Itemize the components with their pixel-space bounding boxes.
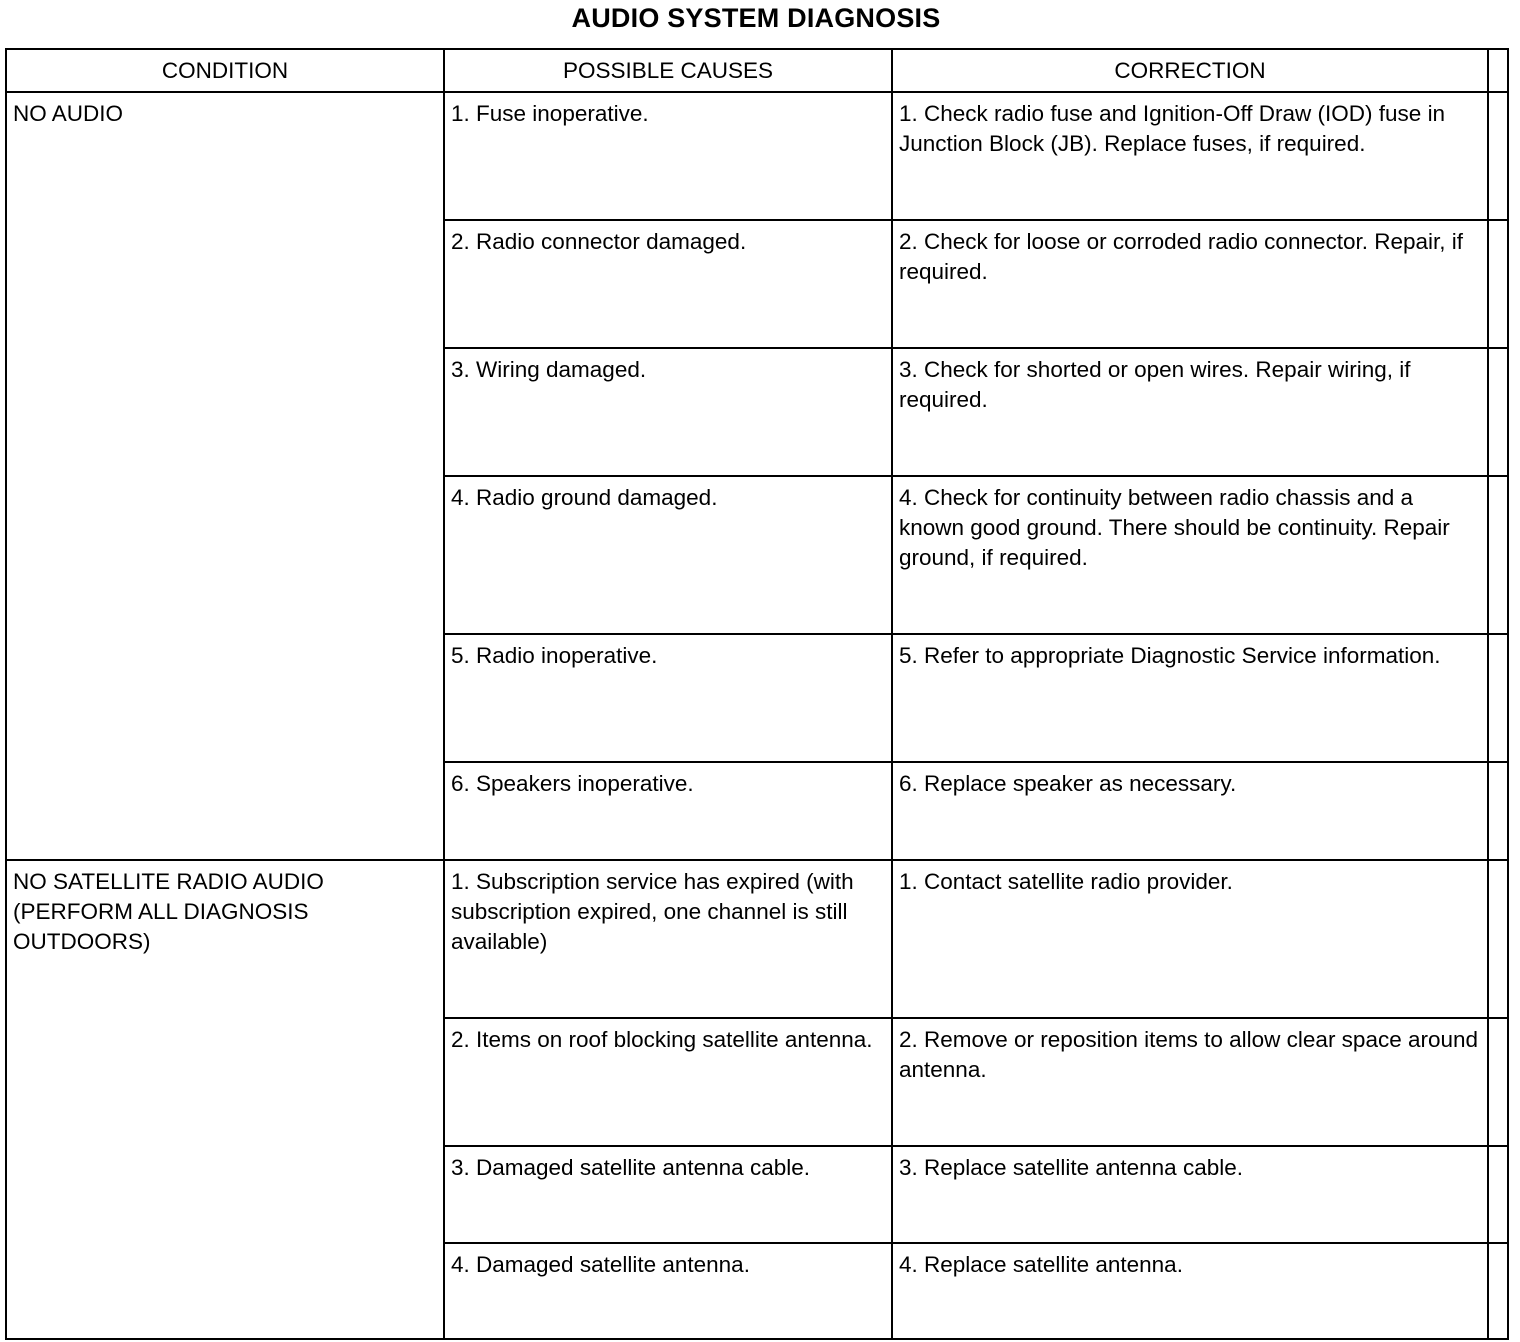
spare-cell (1488, 348, 1508, 476)
cause-cell: 3. Wiring damaged. (444, 348, 892, 476)
spare-column-header (1488, 49, 1508, 92)
spare-cell (1488, 1243, 1508, 1339)
cause-cell: 6. Speakers inoperative. (444, 762, 892, 860)
spare-cell (1488, 220, 1508, 348)
column-header-possible-causes: POSSIBLE CAUSES (444, 49, 892, 92)
correction-cell: 3. Replace satellite antenna cable. (892, 1146, 1488, 1243)
spare-cell (1488, 634, 1508, 762)
spare-cell (1488, 860, 1508, 1018)
correction-cell: 1. Check radio fuse and Ignition-Off Draw (IOD) fuse in Junction Block (JB). Replace fuses, if required. (892, 92, 1488, 220)
spare-cell (1488, 1146, 1508, 1243)
spare-cell (1488, 92, 1508, 220)
cause-cell: 2. Radio connector damaged. (444, 220, 892, 348)
cause-cell: 1. Fuse inoperative. (444, 92, 892, 220)
correction-cell: 4. Replace satellite antenna. (892, 1243, 1488, 1339)
correction-cell: 3. Check for shorted or open wires. Repair wiring, if required. (892, 348, 1488, 476)
table-header-row (6, 49, 1508, 92)
table-row (6, 860, 1508, 1018)
condition-cell: NO SATELLITE RADIO AUDIO (PERFORM ALL DIAGNOSIS OUTDOORS) (6, 860, 444, 1339)
correction-cell: 1. Contact satellite radio provider. (892, 860, 1488, 1018)
cause-cell: 1. Subscription service has expired (with subscription expired, one channel is still available) (444, 860, 892, 1018)
cause-cell: 3. Damaged satellite antenna cable. (444, 1146, 892, 1243)
condition-cell: NO AUDIO (6, 92, 444, 860)
diagnosis-table (5, 48, 1509, 1340)
spare-cell (1488, 476, 1508, 634)
column-header-condition: CONDITION (6, 49, 444, 92)
spare-cell (1488, 1018, 1508, 1146)
correction-cell: 6. Replace speaker as necessary. (892, 762, 1488, 860)
correction-cell: 2. Check for loose or corroded radio connector. Repair, if required. (892, 220, 1488, 348)
table-row (6, 92, 1508, 220)
cause-cell: 4. Damaged satellite antenna. (444, 1243, 892, 1339)
correction-cell: 2. Remove or reposition items to allow clear space around antenna. (892, 1018, 1488, 1146)
cause-cell: 5. Radio inoperative. (444, 634, 892, 762)
correction-cell: 4. Check for continuity between radio chassis and a known good ground. There should be continuity. Repair ground, if required. (892, 476, 1488, 634)
correction-cell: 5. Refer to appropriate Diagnostic Service information. (892, 634, 1488, 762)
page-title: AUDIO SYSTEM DIAGNOSIS (571, 3, 941, 33)
spare-cell (1488, 762, 1508, 860)
column-header-correction: CORRECTION (892, 49, 1488, 92)
cause-cell: 4. Radio ground damaged. (444, 476, 892, 634)
cause-cell: 2. Items on roof blocking satellite antenna. (444, 1018, 892, 1146)
